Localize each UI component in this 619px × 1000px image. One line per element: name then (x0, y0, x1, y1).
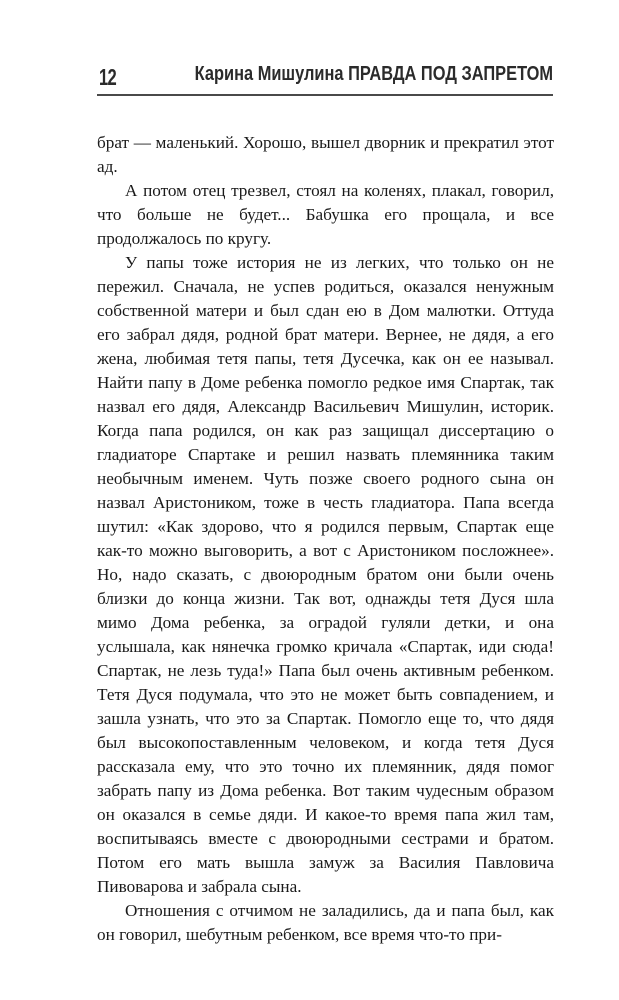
header-divider (97, 94, 553, 96)
paragraph-3: У папы тоже история не из легких, что только он не пережил. Сначала, не успев родиться, оказался ненужным собственной матери и был сдан ею в Дом малютки. Оттуда его забрал дядя, родной брат матери. Вернее, не дядя, а его жена, любимая тетя папы, тетя Дусечка, как он ее называл. Найти папу в Доме ребенка помогло редкое имя Спартак, так назвал его дядя, Александр Васильевич Мишулин, историк. Когда папа родился, он как раз защищал диссертацию о гладиаторе Спартаке и решил назвать племянника таким необычным именем. Чуть позже своего родного сына он назвал Аристоником, тоже в честь гладиатора. Папа всегда шутил: «Как здорово, что я родился первым, Спартак еще как-то можно выговорить, а вот с Аристоником посложнее». Но, надо сказать, с двоюродным братом они были очень близки до конца жизни. Так вот, однажды тетя Дуся шла мимо Дома ребенка, за оградой гуляли детки, и она услышала, как нянечка громко кричала «Спартак, иди сюда! Спартак, не лезь туда!» Папа был очень активным ребенком. Тетя Дуся подумала, что это не может быть совпадением, и зашла узнать, что это за Спартак. Помогло еще то, что дядя был высокопоставленным человеком, и когда тетя Дуся рассказала ему, что это точно их племянник, дядя помог забрать папу из Дома ребенка. Вот таким чудесным образом он оказался в семье дяди. И какое-то время папа жил там, воспитываясь вместе с двоюродными сестрами и братом. Потом его мать вышла замуж за Василия Павловича Пивоварова и забрала сына. (97, 253, 554, 896)
running-head: Карина Мишулина ПРАВДА ПОД ЗАПРЕТОМ (194, 63, 553, 85)
paragraph-4: Отношения с отчимом не заладились, да и папа был, как он говорил, шебутным ребенком, все время что-то при- (97, 901, 554, 944)
page-header (97, 62, 553, 92)
page-body (97, 131, 554, 947)
paragraph-1: брат — маленький. Хорошо, вышел дворник и прекратил этот ад. (97, 133, 554, 176)
paragraph-2: А потом отец трезвел, стоял на коленях, плакал, говорил, что больше не будет... Бабушка его прощала, и все продолжалось по кругу. (97, 181, 554, 248)
page-number: 12 (99, 64, 116, 90)
